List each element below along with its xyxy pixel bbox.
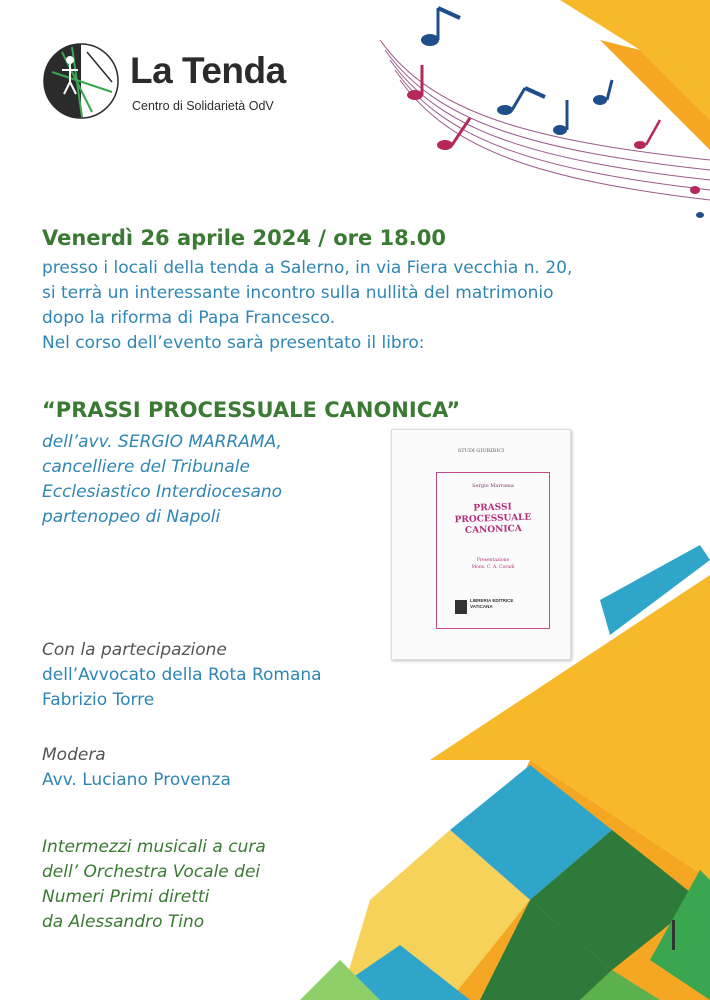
music-line: Intermezzi musicali a cura bbox=[42, 837, 266, 857]
author-block bbox=[42, 430, 282, 530]
logo-subtitle: Centro di Solidarietà OdV bbox=[132, 99, 274, 113]
book-publisher bbox=[455, 598, 535, 618]
publisher-logo-icon bbox=[455, 600, 467, 614]
book-cover-image bbox=[391, 429, 571, 660]
logo bbox=[42, 42, 302, 122]
participation-line: dell’Avvocato della Rota Romana bbox=[42, 665, 322, 685]
logo-title: La Tenda bbox=[130, 50, 286, 91]
author-line: Ecclesiastico Interdiocesano bbox=[42, 482, 283, 502]
book-series: STUDI GIURIDICI bbox=[457, 448, 505, 454]
book-cover-author: Sergio Marrama bbox=[472, 483, 514, 489]
author-line: cancelliere del Tribunale bbox=[42, 457, 250, 477]
music-line: dell’ Orchestra Vocale dei bbox=[42, 862, 261, 882]
tent-logo-icon bbox=[42, 42, 120, 120]
intro-line: si terrà un interessante incontro sulla nullità del matrimonio bbox=[42, 283, 554, 303]
music-block bbox=[42, 835, 266, 935]
author-line: partenopeo di Napoli bbox=[42, 507, 221, 527]
book-cover-presentation bbox=[443, 557, 543, 571]
participation-label: Con la partecipazione bbox=[42, 640, 227, 660]
publisher-name: LIBRERIA EDITRICE VATICANA bbox=[470, 598, 514, 609]
moderator-name: Avv. Luciano Provenza bbox=[42, 770, 231, 790]
event-date: Venerdì 26 aprile 2024 / ore 18.00 bbox=[42, 226, 446, 250]
intro-line: dopo la riforma di Papa Francesco. bbox=[42, 308, 336, 328]
participation-line: Fabrizio Torre bbox=[42, 690, 155, 710]
watermark-mark bbox=[672, 920, 675, 950]
music-line: da Alessandro Tino bbox=[42, 912, 205, 932]
author-line: dell’avv. SERGIO MARRAMA, bbox=[42, 432, 282, 452]
intro-line: Nel corso dell’evento sarà presentato il libro: bbox=[42, 333, 425, 353]
book-cover-title: PRASSI PROCESSUALE CANONICA bbox=[454, 502, 532, 536]
event-intro bbox=[42, 256, 572, 356]
participation-block bbox=[42, 638, 322, 713]
moderator-label: Modera bbox=[42, 745, 106, 765]
moderator-block bbox=[42, 743, 231, 793]
intro-line: presso i locali della tenda a Salerno, in via Fiera vecchia n. 20, bbox=[42, 258, 573, 278]
book-cover-presenter: Mons. C. A. Coradi bbox=[471, 565, 515, 570]
book-cover-frame bbox=[436, 472, 550, 629]
music-line: Numeri Primi diretti bbox=[42, 887, 210, 907]
book-title: “PRASSI PROCESSUALE CANONICA” bbox=[42, 398, 461, 422]
book-cover-presentation-label: Presentazione bbox=[476, 558, 510, 563]
